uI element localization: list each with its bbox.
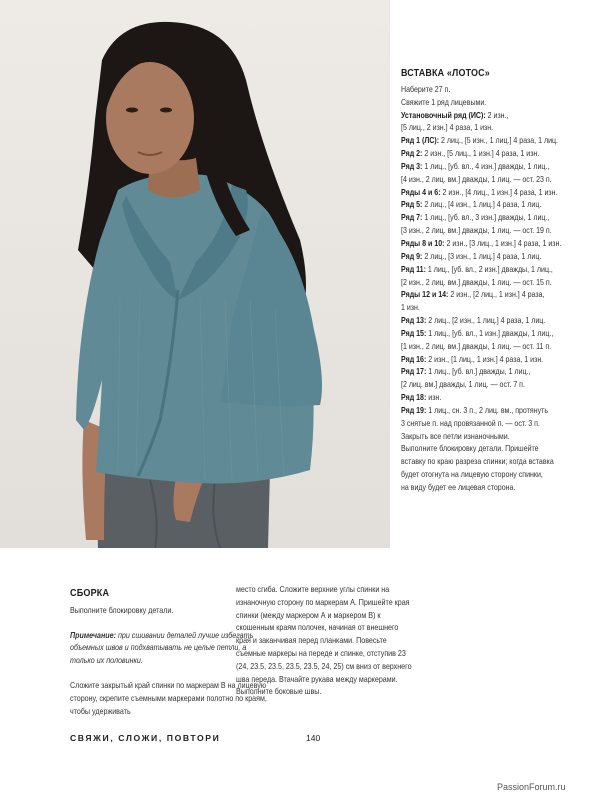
row-text: изн. <box>426 393 442 403</box>
row-text: [4 изн., 2 лиц. вм.] дважды, 1 лиц. — ост. 23 п. <box>401 174 552 184</box>
assembly-continuation <box>236 584 412 699</box>
row-text: 1 лиц., [уб. вл., 3 изн.] дважды, 1 лиц., <box>422 213 550 223</box>
pattern-row <box>401 148 597 161</box>
row-text: 2 изн., [3 лиц., 1 изн.] 4 раза, 1 изн. <box>444 238 562 248</box>
assembly-title: СБОРКА <box>70 588 110 599</box>
pattern-row <box>401 443 597 456</box>
pattern-row <box>401 469 597 482</box>
pattern-row <box>401 238 597 251</box>
pattern-row <box>401 289 597 302</box>
note-label: Примечание: <box>70 630 116 640</box>
book-title-footer: СВЯЖИ, СЛОЖИ, ПОВТОРИ <box>70 733 221 743</box>
row-text: 2 лиц., [4 изн., 1 лиц.] 4 раза, 1 лиц. <box>422 200 542 210</box>
pattern-row <box>401 264 597 277</box>
pattern-row <box>401 187 597 200</box>
pattern-row <box>401 277 597 290</box>
row-label: Ряд 9: <box>401 251 423 261</box>
row-label: Ряд 11: <box>401 264 426 274</box>
row-text: 1 лиц., [уб. вл., 1 изн.] дважды, 1 лиц., <box>426 328 554 338</box>
row-text: Закрыть все петли изнаночными. <box>401 431 510 441</box>
row-text: 1 лиц., сн. 3 п., 2 лиц. вм., протянуть <box>426 405 549 415</box>
page-number: 140 <box>306 733 321 743</box>
row-text: 2 лиц., [2 изн., 1 лиц.] 4 раза, 1 лиц. <box>426 316 546 326</box>
row-label: Ряд 7: <box>401 213 423 223</box>
pattern-row <box>401 392 597 405</box>
row-text: Свяжите 1 ряд лицевыми. <box>401 97 487 107</box>
pattern-row <box>401 212 597 225</box>
row-text: будет отогнута на лицевую сторону спинки, <box>401 470 543 480</box>
model-photo <box>0 0 390 548</box>
insert-lines <box>401 84 597 495</box>
row-text: 1 изн. <box>401 303 420 313</box>
row-label: Ряд 1 (ЛС): <box>401 136 440 146</box>
row-text: 1 лиц., [уб. вл., 2 изн.] дважды, 1 лиц., <box>425 264 553 274</box>
pattern-row <box>401 302 597 315</box>
row-label: Ряд 19: <box>401 405 427 415</box>
pattern-row <box>401 354 597 367</box>
insert-title: ВСТАВКА «ЛОТОС» <box>401 68 490 79</box>
pattern-row <box>401 97 597 110</box>
pattern-row <box>401 225 597 238</box>
row-text: 3 снятые п. над провязанной п. — ост. 3 п. <box>401 418 540 428</box>
insert-pattern-section <box>401 68 597 495</box>
row-text: [1 изн., 2 лиц. вм.] дважды, 1 лиц. — ост. 11 п. <box>401 341 552 351</box>
pattern-row <box>401 135 597 148</box>
row-text: 2 изн., <box>485 110 509 120</box>
woman-in-knit-cardigan-illustration <box>0 0 390 548</box>
assembly-paragraph-2: место сгиба. Сложите верхние углы спинки на изнаночную сторону по маркерам А. Пришейте края спинки (между маркером А и маркером В) к скошенным краям полочек, начиная от внешнего края и заканчивая перед планками. Повесьте съемные маркеры на переде и спинке, отступив 23 (24, 23.5, 23.5, 23.5, 23.5, 24, 25) см вниз от верхнего шва переда. Втачайте рукава между маркерами. Выполните боковые швы. <box>236 585 412 697</box>
pattern-row <box>401 379 597 392</box>
watermark: PassionForum.ru <box>497 782 566 792</box>
pattern-row <box>401 456 597 469</box>
row-label: Ряд 13: <box>401 316 427 326</box>
note-text: при сшивании деталей лучше избегать объемных швов и подхватывать не целые петли, а только их половинки. <box>70 630 254 666</box>
pattern-row <box>401 366 597 379</box>
pattern-row <box>401 328 597 341</box>
row-label: Ряды 12 и 14: <box>401 290 449 300</box>
row-label: Ряд 2: <box>401 149 423 159</box>
assembly-intro: Выполните блокировку детали. <box>70 605 174 615</box>
row-label: Ряд 17: <box>401 367 427 377</box>
pattern-row <box>401 315 597 328</box>
row-text: 1 лиц., [уб. вл.] дважды, 1 лиц., <box>426 367 531 377</box>
pattern-row <box>401 174 597 187</box>
pattern-row <box>401 418 597 431</box>
pattern-row <box>401 161 597 174</box>
row-label: Ряд 15: <box>401 328 427 338</box>
row-label: Ряд 18: <box>401 393 427 403</box>
row-text: 2 изн., [2 лиц., 1 изн.] 4 раза, <box>448 290 545 300</box>
row-text: на виду будет ее лицевая сторона. <box>401 483 516 492</box>
assembly-paragraph-1: Сложите закрытый край спинки по маркерам В на лицевую сторону, скрепите съемными маркерами полотно по краям, чтобы удерживать <box>70 680 267 716</box>
row-text: 1 лиц., [уб. вл., 4 изн.] дважды, 1 лиц., <box>422 161 550 171</box>
row-text: вставку по краю разреза спинки; когда вставка <box>401 457 554 467</box>
pattern-row <box>401 199 597 212</box>
row-text: 2 изн., [1 лиц., 1 изн.] 4 раза, 1 изн. <box>426 354 544 364</box>
row-text: Наберите 27 п. <box>401 84 451 94</box>
pattern-row <box>401 431 597 444</box>
row-text: 2 лиц., [5 изн., 1 лиц.] 4 раза, 1 лиц. <box>439 136 559 146</box>
pattern-row <box>401 405 597 418</box>
row-label: Ряды 8 и 10: <box>401 238 445 248</box>
row-label: Ряд 16: <box>401 354 427 364</box>
pattern-row <box>401 110 597 123</box>
row-text: [2 лиц. вм.] дважды, 1 лиц. — ост. 7 п. <box>401 380 525 390</box>
row-label: Установочный ряд (ИС): <box>401 110 486 120</box>
row-text: [2 изн., 2 лиц. вм.] дважды, 1 лиц. — ост. 15 п. <box>401 277 552 287</box>
row-label: Ряд 5: <box>401 200 423 210</box>
row-text: 2 изн., [4 лиц., 1 изн.] 4 раза, 1 изн. <box>440 187 558 197</box>
pattern-row <box>401 341 597 354</box>
pattern-row <box>401 251 597 264</box>
pattern-row <box>401 482 597 495</box>
row-text: 2 лиц., [3 изн., 1 лиц.] 4 раза, 1 лиц. <box>422 251 542 261</box>
row-text: [3 изн., 2 лиц. вм.] дважды, 1 лиц. — ост. 19 п. <box>401 226 552 236</box>
pattern-row <box>401 122 597 135</box>
row-text: 2 изн., [5 лиц., 1 изн.] 4 раза, 1 изн. <box>422 149 540 159</box>
row-label: Ряды 4 и 6: <box>401 187 441 197</box>
row-text: Выполните блокировку детали. Пришейте <box>401 444 539 454</box>
row-label: Ряд 3: <box>401 161 423 171</box>
pattern-row <box>401 84 597 97</box>
row-text: [5 лиц., 2 изн.] 4 раза, 1 изн. <box>401 123 494 133</box>
